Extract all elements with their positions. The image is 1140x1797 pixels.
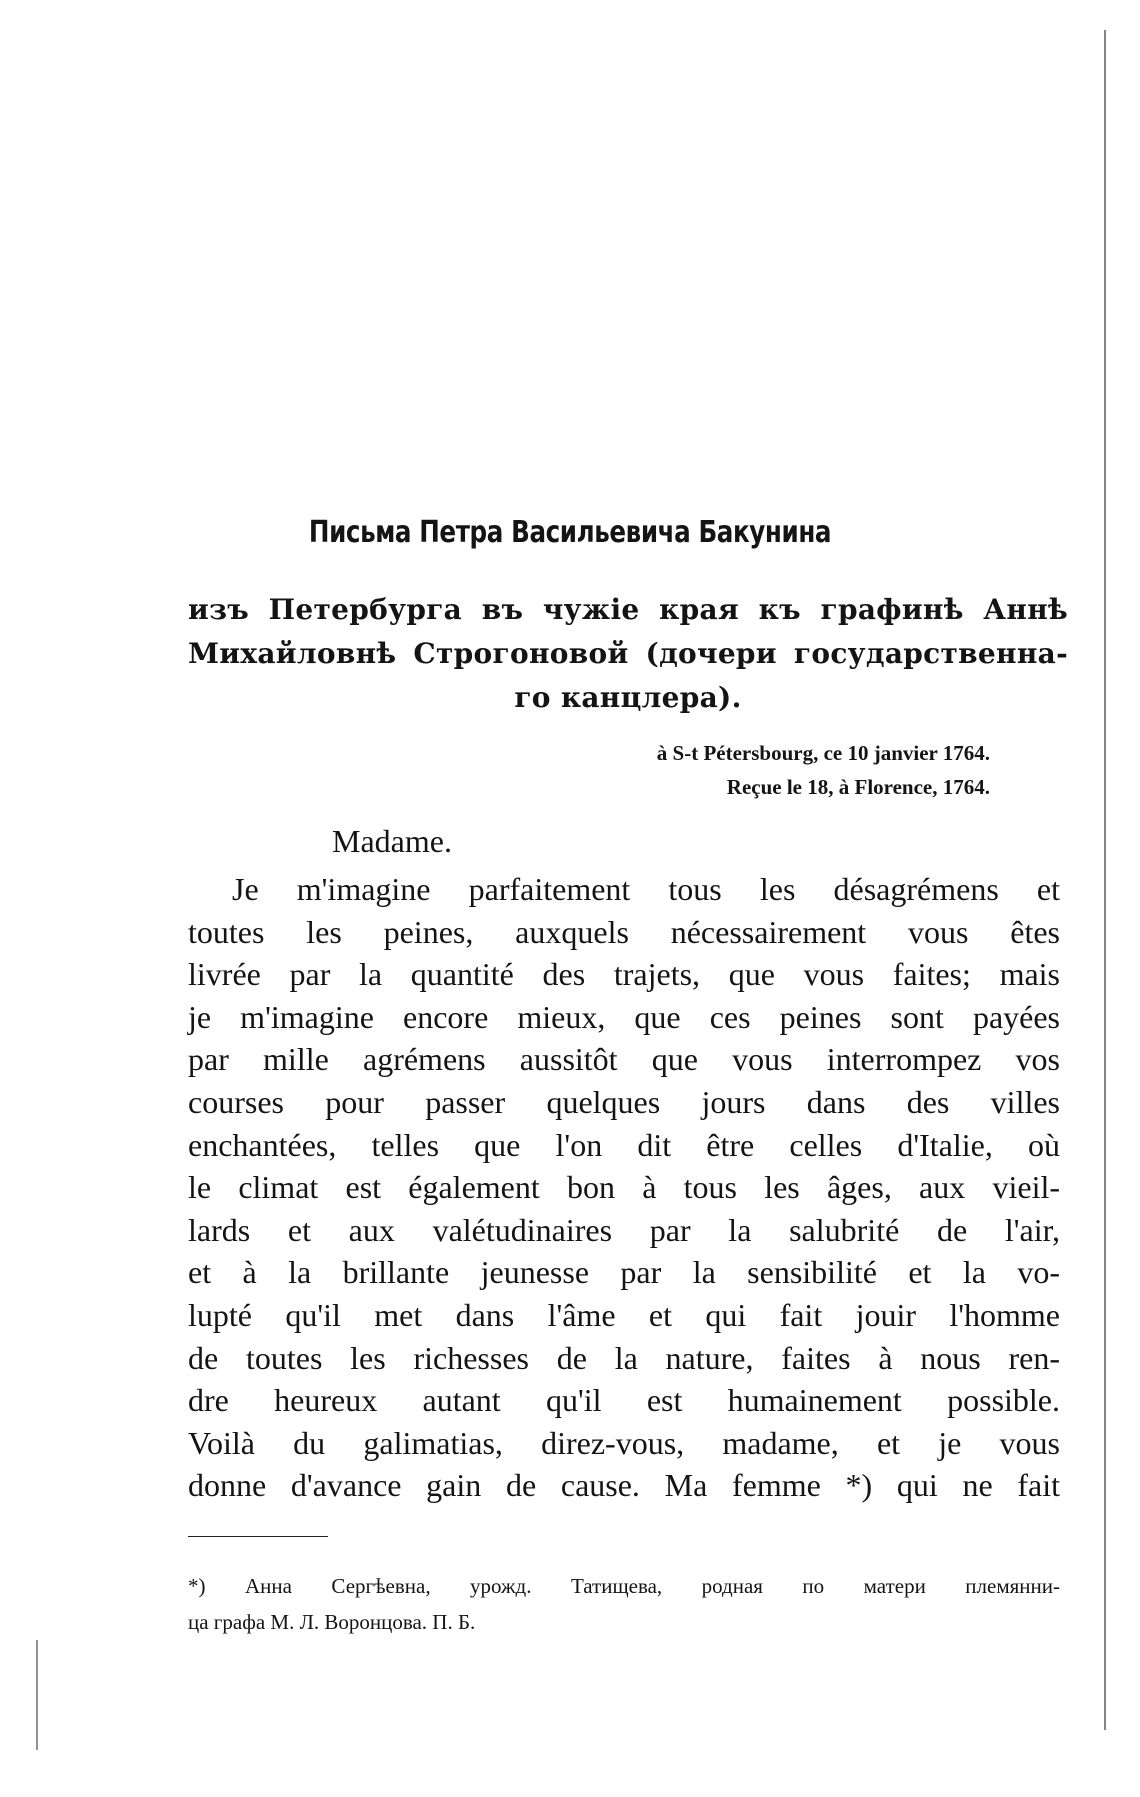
body-line: toutes les peines, auxquels nécessairement vous êtes [188,913,1060,950]
body-line: Je m'imagine parfaitement tous les désagrémens et [232,871,1060,907]
footnote [188,1568,1060,1640]
body-line: donne d'avance gain de cause. Ma femme *) qui ne fait [188,1467,1060,1504]
body-line: enchantées, telles que l'on dit être celles d'Italie, où [188,1126,1060,1163]
body-line: lupté qu'il met dans l'âme et qui fait jouir l'homme [188,1296,1060,1333]
subtitle-line-2: Михайловнѣ Строгоновой (дочери государственна- [188,637,1068,670]
salutation: Madame. [332,823,452,859]
scan-edge-mark-right [1104,30,1106,1730]
body-line: livrée par la quantité des trajets, que vous faites; mais [188,956,1060,993]
body-line: dre heureux autant qu'il est humainement possible. [188,1382,1060,1419]
subtitle-line-1: изъ Петербурга въ чужiе края къ графинѣ Аннѣ [188,593,1068,626]
body-line: lards et aux valétudinaires par la salubrité de l'air, [188,1211,1060,1248]
body-line: Voilà du galimatias, direz-vous, madame, et je vous [188,1424,1060,1461]
scan-edge-mark-left [36,1640,38,1750]
body-line: par mille agrémens aussitôt que vous interrompez vos [188,1041,1060,1078]
footnote-divider [188,1536,328,1537]
body-line: courses pour passer quelques jours dans des villes [188,1083,1060,1120]
footnote-line-2: ца графа М. Л. Воронцова. П. Б. [188,1610,476,1634]
footnote-line-1: *) Анна Сергѣевна, урожд. Татищева, родная по матери племянни- [188,1574,1060,1598]
page-title: Письма Петра Васильевича Бакунина [308,515,832,550]
body-line: le climat est également bon à tous les âges, aux vieil- [188,1169,1060,1206]
letter-body [188,868,1060,1507]
dateline-place-date: à S-t Pétersbourg, ce 10 janvier 1764. [656,741,990,765]
body-line: je m'imagine encore mieux, que ces peines sont payées [188,998,1060,1035]
subtitle-line-3: го канцлера). [514,681,742,714]
body-line: de toutes les richesses de la nature, faites à nous ren- [188,1339,1060,1376]
letter-subtitle [188,588,1068,720]
dateline-received: Reçue le 18, à Florence, 1764. [726,775,990,799]
body-line: et à la brillante jeunesse par la sensibilité et la vo- [188,1254,1060,1291]
